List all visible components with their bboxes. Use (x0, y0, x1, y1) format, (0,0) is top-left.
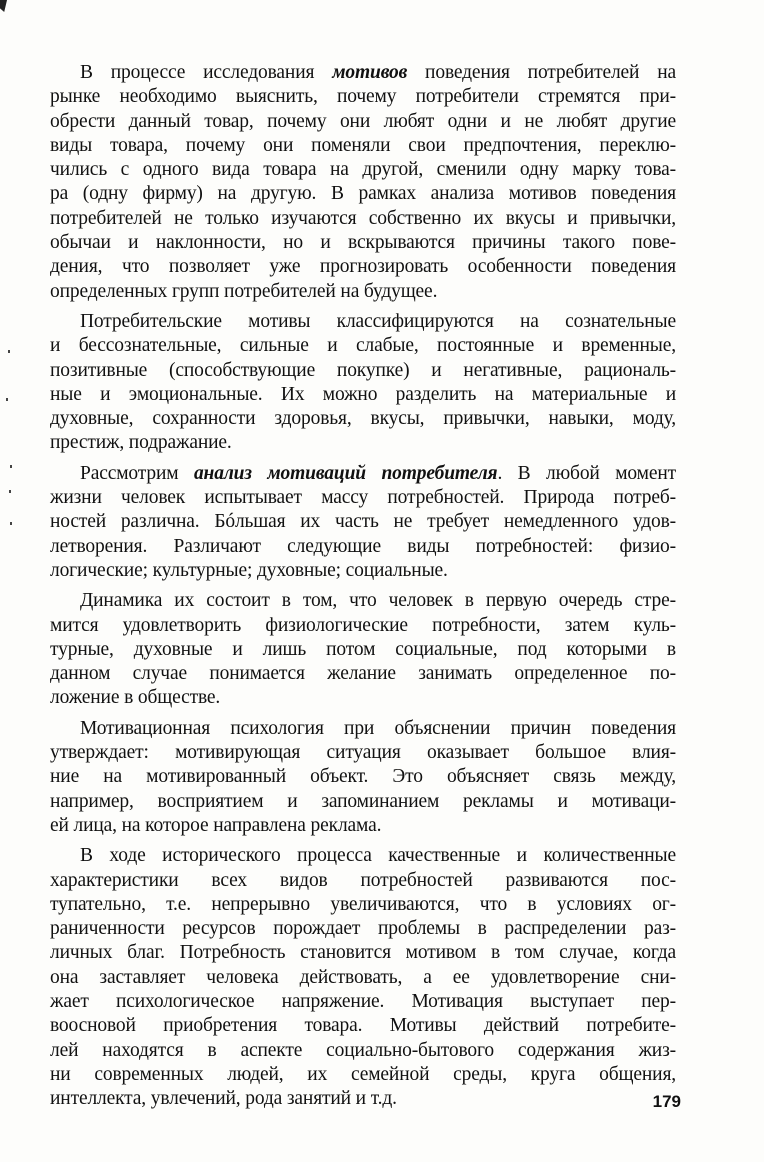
text-line (50, 407, 676, 431)
scan-speck (10, 522, 12, 525)
text-run: виды товара, почему они поменяли свои предпочтения, переклю- (50, 134, 676, 156)
text-line (50, 1039, 676, 1063)
paragraph (50, 717, 676, 838)
paragraph (50, 844, 676, 1111)
text-run: жизни человек испытывает массу потребностей. Природа потреб- (50, 487, 676, 509)
text-run: жает психологическое напряжение. Мотивация выступает пер- (50, 990, 676, 1012)
text-run: и бессознательные, сильные и слабые, постоянные и временные, (50, 335, 676, 357)
text-line (50, 893, 676, 917)
text-run: ние на мотивированный объект. Это объясняет связь между, (50, 766, 676, 788)
text-run: позитивные (способствующие покупке) и негативные, рациональ- (50, 359, 676, 381)
text-run: интеллекта, увлечений, рода занятий и т.д. (50, 1088, 397, 1110)
text-line (50, 1063, 676, 1087)
text-line (50, 85, 676, 109)
text-run: ей лица, на которое направлена реклама. (50, 814, 382, 836)
text-run: личных благ. Потребность становится мотивом в том случае, когда (50, 942, 676, 964)
text-run: тупательно, т.е. непрерывно увеличиваются, что в условиях ог- (50, 893, 676, 915)
text-line (50, 383, 676, 407)
text-run: В процессе исследования (80, 62, 333, 83)
text-line (50, 134, 676, 158)
text-run: воосновой приобретения товара. Мотивы действий потребите- (50, 1015, 676, 1037)
text-line (50, 790, 676, 814)
text-line (50, 869, 676, 893)
scan-speck (10, 465, 12, 468)
text-line (50, 431, 676, 455)
text-line (50, 61, 676, 85)
text-line (50, 334, 676, 358)
text-line (50, 741, 676, 765)
text-run: ни современных людей, их семейной среды, круга общения, (50, 1063, 676, 1085)
text-line (50, 917, 676, 941)
text-line (50, 535, 676, 559)
text-run: лей находятся в аспекте социально-бытового содержания жиз- (50, 1039, 676, 1061)
text-run: потребителей не только изучаются собственно их вкусы и привычки, (50, 207, 676, 229)
text-run: чились с одного вида товара на другой, сменили одну марку това- (50, 159, 676, 181)
text-line (50, 280, 676, 304)
text-run: ностей различна. Бóльшая их часть не требует немедленного удов- (50, 511, 676, 533)
emphasized-term: мотивов (332, 62, 408, 83)
text-run: Динамика их состоит в том, что человек в первую очередь стре- (80, 590, 676, 612)
text-run: раниченности ресурсов порождает проблемы в распределении раз- (50, 918, 676, 940)
text-line (50, 990, 676, 1014)
text-run: обычаи и наклонности, но и вскрываются причины такого пове- (50, 232, 676, 254)
scan-speck (9, 490, 11, 493)
text-run: Потребительские мотивы классифицируются на сознательные (80, 310, 676, 332)
text-run: характеристики всех видов потребностей развиваются пос- (50, 869, 676, 891)
scan-speck (6, 398, 8, 401)
text-line (50, 359, 676, 383)
text-run: обрести данный товар, почему они любят одни и не любят другие (50, 110, 676, 132)
text-run: ра (одну фирму) на другую. В рамках анализа мотивов поведения (50, 183, 676, 205)
text-run: летворения. Различают следующие виды потребностей: физио- (50, 535, 676, 557)
text-run: рынке необходимо выяснить, почему потребители стремятся при- (50, 86, 676, 108)
text-run: она заставляет человека действовать, а ее удовлетворение сни- (50, 966, 676, 988)
text-line (50, 510, 676, 534)
text-line (50, 662, 676, 686)
emphasized-term: анализ мотиваций потребителя (193, 462, 498, 484)
text-line (50, 255, 676, 279)
text-line (50, 941, 676, 965)
text-line (50, 966, 676, 990)
text-line (50, 589, 676, 613)
paragraph (50, 310, 676, 456)
text-line (50, 844, 676, 868)
text-run: . В любой момент (497, 462, 676, 484)
text-line (50, 310, 676, 334)
page-number: 179 (652, 1092, 681, 1111)
paragraph (50, 61, 676, 304)
text-run: поведения потребителей на (407, 62, 676, 83)
text-line (50, 814, 676, 838)
text-line (50, 1087, 676, 1111)
paragraph (50, 462, 676, 583)
paragraph (50, 589, 676, 710)
text-run: ные и эмоциональные. Их можно разделить на материальные и (50, 383, 676, 405)
text-line (50, 686, 676, 710)
text-line (50, 717, 676, 741)
text-line (50, 765, 676, 789)
text-run: В ходе исторического процесса качественные и количественные (80, 845, 676, 867)
text-line (50, 638, 676, 662)
scan-speck (8, 350, 10, 353)
text-line (50, 559, 676, 583)
text-run: например, восприятием и запоминанием рекламы и мотиваци- (50, 790, 676, 812)
text-run: ложение в обществе. (50, 687, 221, 709)
text-line (50, 158, 676, 182)
text-run: престиж, подражание. (50, 432, 232, 454)
text-run: Рассмотрим (80, 462, 194, 484)
text-run: утверждает: мотивирующая ситуация оказывает большое влия- (50, 742, 676, 764)
text-run: духовные, сохранности здоровья, вкусы, привычки, навыки, моду, (50, 408, 676, 430)
scan-corner-mark (0, 0, 7, 12)
text-line (50, 486, 676, 510)
text-run: определенных групп потребителей на будущее. (50, 280, 438, 302)
text-line (50, 110, 676, 134)
text-run: Мотивационная психология при объяснении причин поведения (80, 717, 676, 739)
text-line (50, 614, 676, 638)
text-run: данном случае понимается желание занимать определенное по- (50, 663, 676, 685)
text-line (50, 231, 676, 255)
text-line (50, 462, 676, 486)
body-text (50, 61, 676, 1117)
text-line (50, 1014, 676, 1038)
text-line (50, 207, 676, 231)
text-run: мится удовлетворить физиологические потребности, затем куль- (50, 614, 676, 636)
text-line (50, 182, 676, 206)
text-run: логические; культурные; духовные; социальные. (50, 559, 448, 581)
text-run: дения, что позволяет уже прогнозировать особенности поведения (50, 256, 676, 278)
text-run: турные, духовные и лишь потом социальные, под которыми в (50, 638, 676, 660)
